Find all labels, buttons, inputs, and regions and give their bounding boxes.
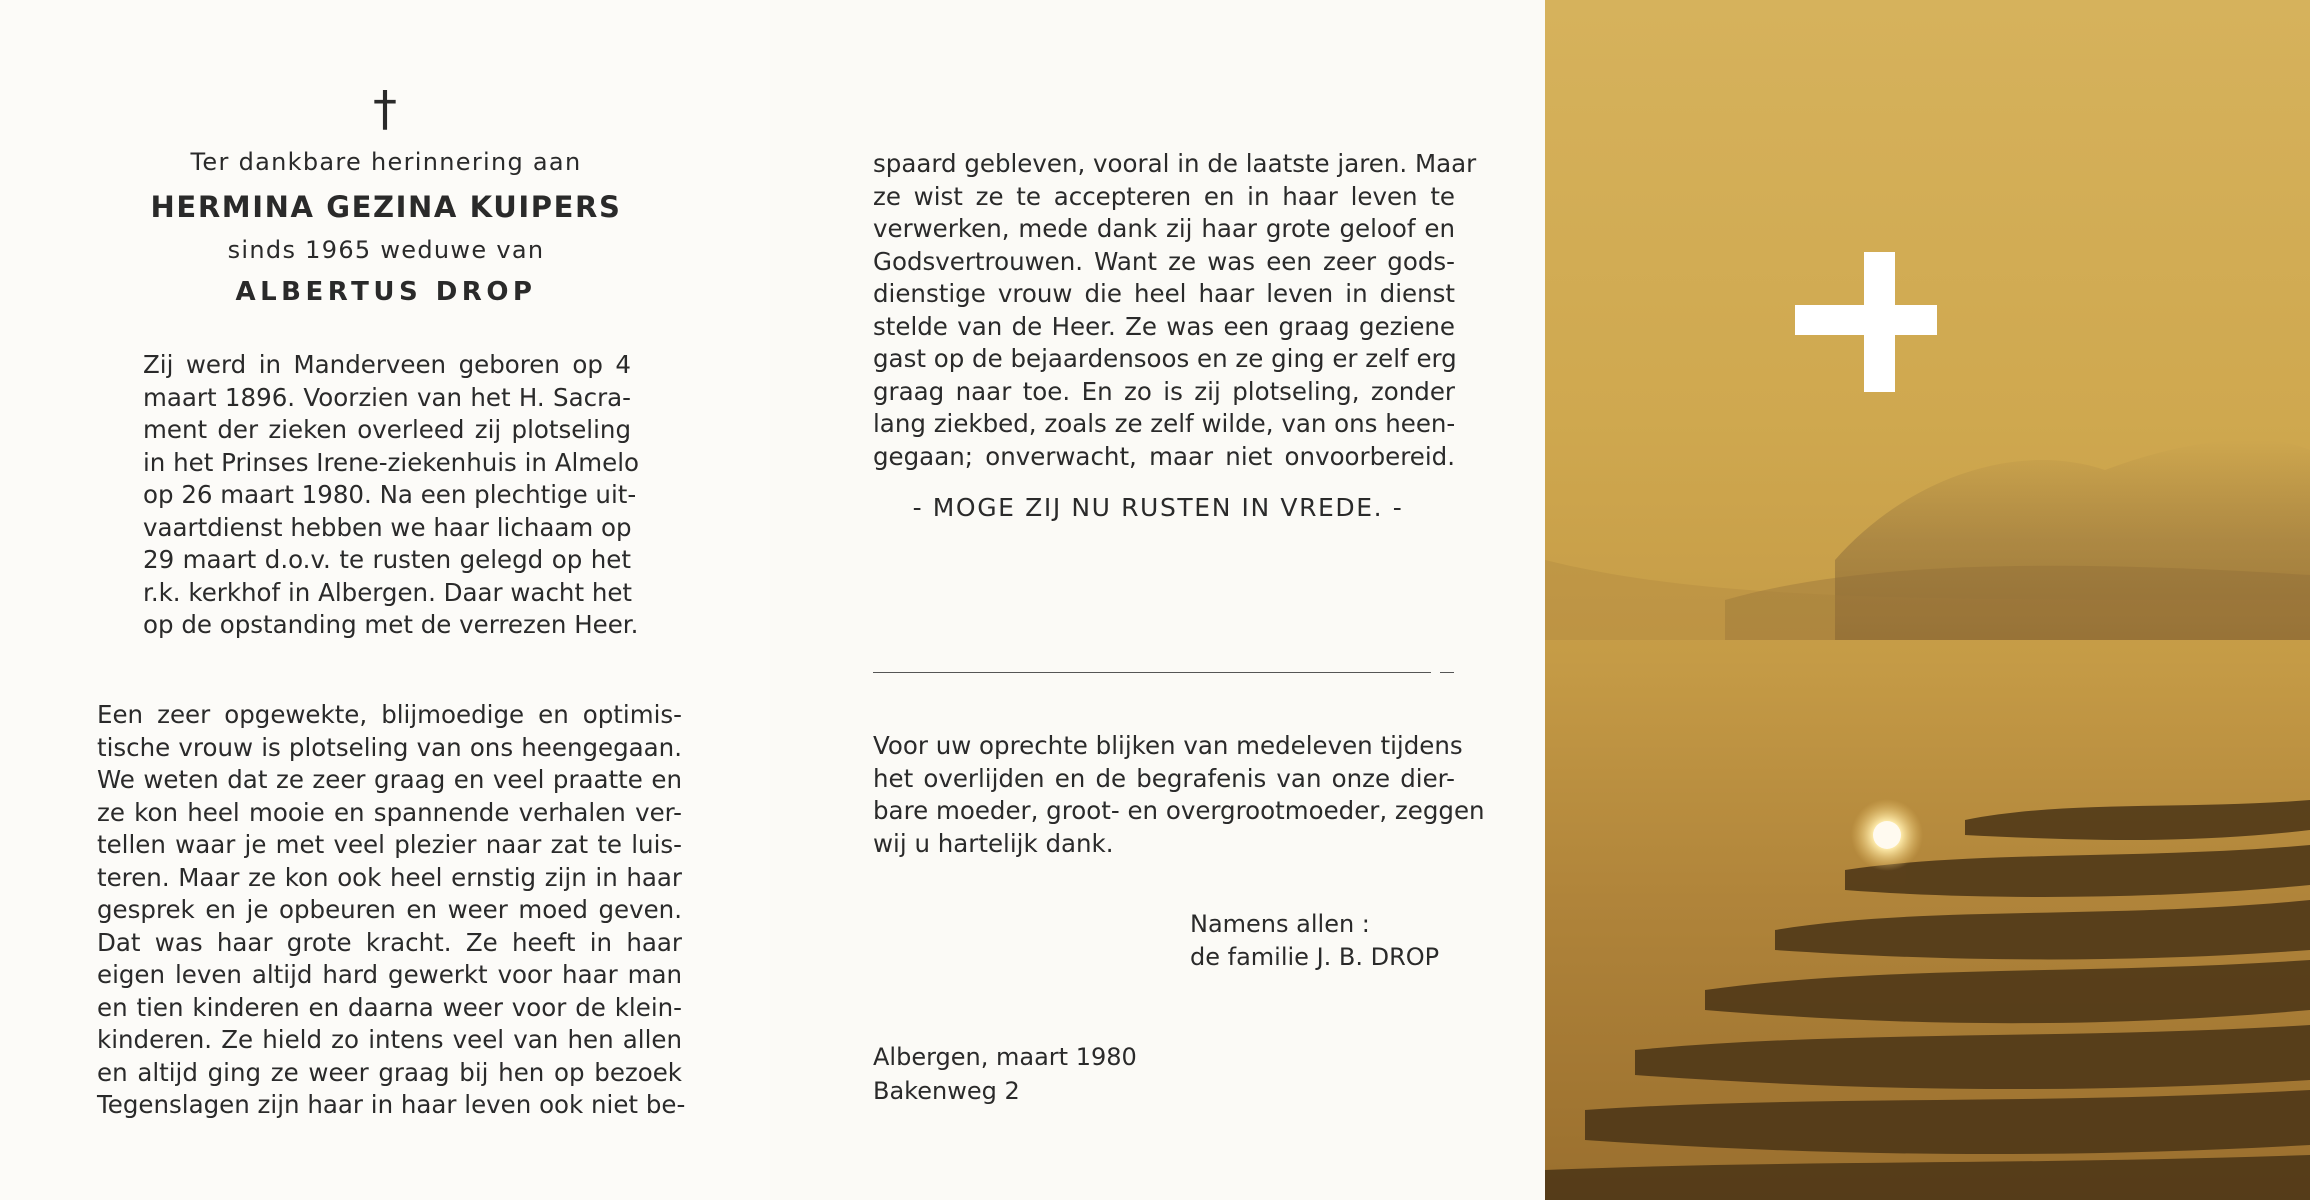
place-and-address xyxy=(873,1040,1137,1108)
text-line: lang ziekbed, zoals ze zelf wilde, van ons heen- xyxy=(873,409,1456,438)
biography-paragraph xyxy=(143,349,640,642)
signature-line: de familie J. B. DROP xyxy=(1190,942,1440,971)
spouse-name: ALBERTUS DROP xyxy=(235,277,537,307)
signature-line: Namens allen : xyxy=(1190,910,1370,938)
text-line: en tien kinderen en daarna weer voor de klein- xyxy=(97,992,682,1022)
widow-since: sinds 1965 weduwe van xyxy=(227,236,545,264)
left-panel xyxy=(0,0,770,1200)
thanks-paragraph xyxy=(873,730,1485,860)
text-line: spaard gebleven, vooral in de laatste jaren. Maar xyxy=(873,149,1477,178)
text-line: graag naar toe. En zo is zij plotseling, zonder xyxy=(873,376,1455,406)
divider-dash xyxy=(1440,672,1454,673)
text-line: en altijd ging ze weer graag bij hen op bezoek xyxy=(97,1057,682,1087)
text-line: eigen leven altijd hard gewerkt voor haar man xyxy=(97,960,682,989)
text-line: het overlijden en de begrafenis van onze dier- xyxy=(873,763,1455,793)
deceased-name: HERMINA GEZINA KUIPERS xyxy=(150,190,622,224)
text-line: 29 maart d.o.v. te rusten gelegd op het xyxy=(143,545,631,574)
text-line: stelde van de Heer. Ze was een graag geziene xyxy=(873,311,1455,341)
text-line: tische vrouw is plotseling van ons heengegaan. xyxy=(97,732,682,762)
text-line: Zij werd in Manderveen geboren op 4 xyxy=(143,350,631,379)
text-line: Godsvertrouwen. Want ze was een zeer gods- xyxy=(873,246,1455,276)
text-line: in het Prinses Irene-ziekenhuis in Almelo xyxy=(143,447,640,477)
memorial-intro: Ter dankbare herinnering aan xyxy=(190,148,582,176)
place-date: Albergen, maart 1980 xyxy=(873,1043,1137,1071)
text-line: Tegenslagen zijn haar in haar leven ook niet be- xyxy=(97,1090,686,1119)
text-line: kinderen. Ze hield zo intens veel van hen allen xyxy=(97,1025,682,1054)
photo-panel xyxy=(1545,0,2310,1200)
text-line: gast op de bejaardensoos en ze ging er zelf erg xyxy=(873,344,1457,373)
text-line: Een zeer opgewekte, blijmoedige en optimis- xyxy=(97,700,682,729)
text-line: wij u hartelijk dank. xyxy=(873,828,1114,858)
tribute-paragraph xyxy=(97,699,686,1122)
text-line: We weten dat ze zeer graag en veel praatte en xyxy=(97,765,682,794)
text-line: gesprek en je opbeuren en weer moed geven. xyxy=(97,895,682,924)
text-line: bare moeder, groot- en overgrootmoeder, zeggen xyxy=(873,796,1485,825)
text-line: r.k. kerkhof in Albergen. Daar wacht het xyxy=(143,577,633,607)
text-line: gegaan; onverwacht, maar niet onvoorbereid. xyxy=(873,441,1455,471)
cross-icon: † xyxy=(373,81,397,137)
rest-in-peace-line: - MOGE ZIJ NU RUSTEN IN VREDE. - xyxy=(912,493,1404,522)
text-line: ze kon heel mooie en spannende verhalen ver- xyxy=(97,797,682,827)
text-line: tellen waar je met veel plezier naar zat te luis- xyxy=(97,830,682,859)
continuation-paragraph xyxy=(873,148,1477,473)
text-line: verwerken, mede dank zij haar grote geloof en xyxy=(873,214,1455,243)
text-line: Voor uw oprechte blijken van medeleven tijdens xyxy=(873,731,1463,760)
text-line: teren. Maar ze kon ook heel ernstig zijn in haar xyxy=(97,862,682,892)
text-line: ze wist ze te accepteren en in haar leven te xyxy=(873,181,1455,211)
text-line: ment der zieken overleed zij plotseling xyxy=(143,415,631,444)
text-line: vaartdienst hebben we haar lichaam op xyxy=(143,512,632,542)
family-signature xyxy=(1190,908,1439,973)
signature-divider xyxy=(873,672,1431,673)
text-line: Dat was haar grote kracht. Ze heeft in haar xyxy=(97,927,682,957)
text-line: op 26 maart 1980. Na een plechtige uit- xyxy=(143,480,637,509)
text-line: dienstige vrouw die heel haar leven in dienst xyxy=(873,279,1455,308)
street-address: Bakenweg 2 xyxy=(873,1077,1020,1105)
text-line: op de opstanding met de verrezen Heer. xyxy=(143,610,639,639)
sunset-photo xyxy=(1545,0,2310,1200)
text-line: maart 1896. Voorzien van het H. Sacra- xyxy=(143,382,631,412)
